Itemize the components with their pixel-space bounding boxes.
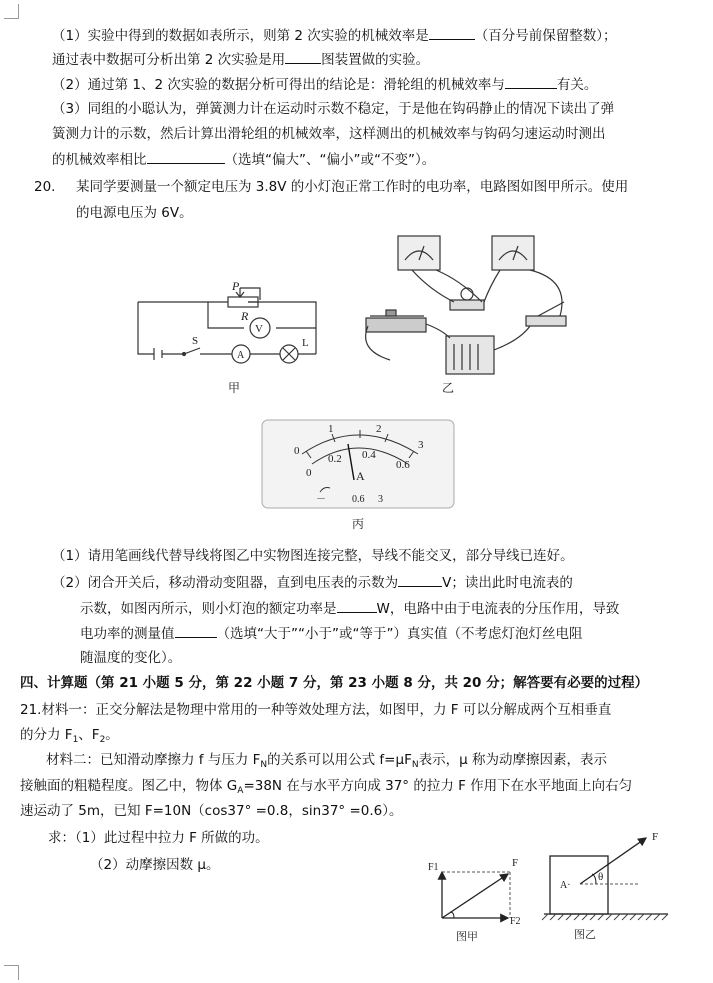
corner-mark-top-left (4, 4, 19, 19)
label-a: A (237, 350, 245, 361)
blank-comparison[interactable] (175, 623, 217, 638)
q20-number: 20. (34, 179, 56, 195)
q21-material1-line-2: 的分力 $F_1$、$F_2$。 (20, 727, 119, 745)
terminal-06: 0.6 (352, 494, 365, 505)
terminal-minus: － (316, 494, 326, 505)
q20-sub2-line-4: 随温度的变化）。 (80, 650, 182, 666)
blank-figure[interactable] (285, 49, 321, 64)
q20-stem-line-1: 某同学要测量一个额定电压为 3.8V 的小灯泡正常工作时的电功率，电路图如图甲所示。使用 (76, 179, 629, 195)
label-f: F (512, 857, 519, 869)
q20-sub1: （1）请用笔画线代替导线将图乙中实物图连接完整，导线不能交叉，部分导线已连好。 (52, 548, 574, 564)
label-f1: F1 (428, 862, 439, 873)
dial-bottom-0: 0 (306, 467, 312, 479)
caption-fig-yi: 图乙 (574, 929, 596, 941)
q19-line-6: 的机械效率相比 （选填“偏大”、“偏小”或“不变”）。 (52, 149, 435, 170)
label-v: V (255, 323, 263, 335)
q21-material2-line-1: 材料二：已知滑动摩擦力 f 与压力 $F_N$的关系可以用公式 $f=\mu F_N$表示，μ 称为动摩擦因素，表示 (46, 752, 607, 770)
label-force-f: F (652, 831, 659, 843)
force-decomposition-jia (420, 852, 530, 944)
label-f2: F2 (510, 916, 521, 927)
q20-sub2-line-2: 示数，如图丙所示，则小灯泡的额定功率是 W，电路中由于电流表的分压作用，导致 (80, 598, 619, 619)
q21-material1-line-1: 21.材料一：正交分解法是物理中常用的一种等效处理方法，如图甲，力 F 可以分解成两个互相垂直 (20, 702, 612, 718)
q19-line-1: （1）实验中得到的数据如表所示，则第 2 次实验的机械效率是 （百分号前保留整数）； (52, 25, 617, 46)
caption-yi: 乙 (442, 381, 455, 395)
q20-stem-line-2: 的电源电压为 6V。 (76, 205, 193, 221)
caption-fig-jia: 图甲 (456, 931, 478, 943)
block-a (550, 856, 608, 914)
apparatus-figure-yi (350, 230, 590, 400)
dial-bottom-1: 0.2 (328, 453, 342, 465)
circuit-diagram-jia (120, 270, 330, 400)
q21-ask-2: （2）动摩擦因数 μ。 (90, 857, 220, 873)
label-block-a: A· (560, 880, 571, 891)
label-s: S (192, 335, 199, 347)
q19-line-5: 簧测力计的示数，然后计算出滑轮组的机械效率，这样测出的机械效率与钩码匀速运动时测出 (52, 126, 606, 142)
blank-compare[interactable] (147, 149, 225, 164)
block-figure-yi (540, 828, 680, 948)
blank-factor[interactable] (505, 74, 557, 89)
label-r: R (241, 309, 249, 323)
blank-power[interactable] (337, 598, 377, 613)
label-p: P (232, 279, 240, 293)
dial-bottom-2: 0.4 (362, 449, 376, 461)
q19-line-4: （3）同组的小聪认为，弹簧测力计在运动时示数不稳定，于是他在钩码静止的情况下读出了弹 (52, 101, 615, 117)
q21-ask-1: 求：（1）此过程中拉力 F 所做的功。 (48, 830, 269, 846)
q20-sub2-line-3: 电功率的测量值 （选填“大于”“小于”或“等于”）真实值（不考虑灯泡灯丝电阻 (80, 623, 582, 644)
caption-bing: 丙 (352, 517, 365, 531)
blank-voltage[interactable] (398, 572, 442, 587)
ammeter-dial-bing (258, 418, 458, 533)
label-theta: θ (598, 871, 604, 883)
blank-efficiency[interactable] (429, 25, 475, 40)
dial-top-2: 2 (376, 423, 382, 435)
dial-top-0: 0 (294, 445, 300, 457)
dial-top-1: 1 (328, 423, 334, 435)
terminal-3: 3 (378, 494, 383, 505)
dial-center-label: A (356, 469, 365, 483)
dial-bottom-3: 0.6 (396, 459, 410, 471)
caption-jia: 甲 (228, 381, 241, 395)
q21-material2-line-2: 接触面的粗糙程度。图乙中，物体 $G_A=38N$ 在与水平方向成 37° 的拉力 F 作用下在水平地面上向右匀 (20, 778, 633, 796)
q19-line-3: （2）通过第 1、2 次实验的数据分析可得出的结论是：滑轮组的机械效率与 有关。 (52, 74, 597, 95)
corner-mark-bottom-left (4, 965, 19, 980)
dial-top-3: 3 (418, 439, 424, 451)
q21-material2-line-3: 速运动了 5m，已知 F=10N（cos37° =0.8，sin37° =0.6）。 (20, 803, 403, 819)
label-l: L (302, 337, 309, 349)
section-4-heading: 四、计算题（第 21 小题 5 分，第 22 小题 7 分，第 23 小题 8 分，共 20 分；解答要有必要的过程） (20, 675, 649, 691)
q20-sub2-line-1: （2）闭合开关后，移动滑动变阻器，直到电压表的示数为 V；读出此时电流表的 (52, 572, 573, 593)
q19-line-2: 通过表中数据可分析出第 2 次实验是用 图装置做的实验。 (52, 49, 429, 70)
